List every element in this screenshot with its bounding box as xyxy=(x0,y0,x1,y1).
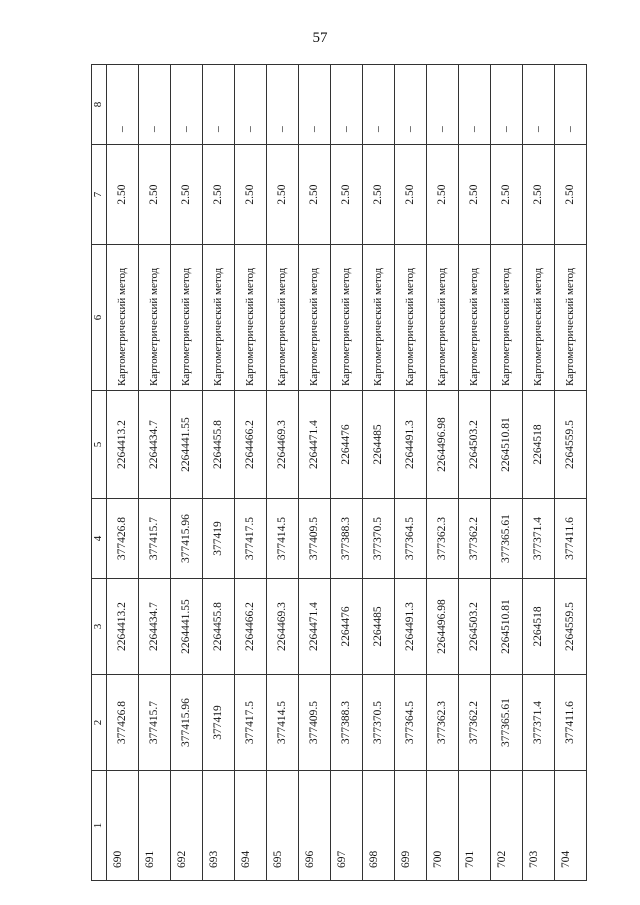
table-cell: Картометрический метод xyxy=(491,245,523,391)
table-cell: 2.50 xyxy=(331,145,363,245)
table-cell: – xyxy=(395,65,427,145)
table-cell: 2.50 xyxy=(139,145,171,245)
table-cell: Картометрический метод xyxy=(555,245,587,391)
table-cell: 377417.5 xyxy=(235,499,267,579)
table-cell: 702 xyxy=(491,771,523,881)
table-cell: 2264485 xyxy=(363,579,395,675)
page-number: 57 xyxy=(312,30,328,46)
table-cell: 703 xyxy=(523,771,555,881)
table-row xyxy=(523,65,555,881)
table-cell: 2264496.98 xyxy=(427,579,459,675)
table-cell: 2264413.2 xyxy=(107,391,139,499)
table-cell: 2264510.81 xyxy=(491,579,523,675)
table-cell: 2264441.55 xyxy=(171,391,203,499)
table-cell: 377409.5 xyxy=(299,675,331,771)
table-row xyxy=(363,65,395,881)
table-cell: – xyxy=(299,65,331,145)
table-cell: 695 xyxy=(267,771,299,881)
table-row xyxy=(267,65,299,881)
table-cell: 2.50 xyxy=(395,145,427,245)
table-cell: Картометрический метод xyxy=(235,245,267,391)
table-cell: Картометрический метод xyxy=(107,245,139,391)
table-cell: 2264466.2 xyxy=(235,579,267,675)
table-row xyxy=(139,65,171,881)
table-cell: 696 xyxy=(299,771,331,881)
table-cell: 2.50 xyxy=(459,145,491,245)
table-cell: 2.50 xyxy=(235,145,267,245)
table-cell: 2.50 xyxy=(171,145,203,245)
table-cell: 2264413.2 xyxy=(107,579,139,675)
header-cell: 4 xyxy=(92,499,107,579)
table-cell: Картометрический метод xyxy=(523,245,555,391)
table-cell: 377411.6 xyxy=(555,675,587,771)
table-cell: 2264559.5 xyxy=(555,579,587,675)
table-cell: Картометрический метод xyxy=(331,245,363,391)
table-cell: 377371.4 xyxy=(523,499,555,579)
table-cell: 2.50 xyxy=(107,145,139,245)
header-cell: 1 xyxy=(92,771,107,881)
table-cell: 2264485 xyxy=(363,391,395,499)
table-header-row xyxy=(92,65,107,881)
table-cell: – xyxy=(427,65,459,145)
table-cell: 700 xyxy=(427,771,459,881)
table-cell: 377362.3 xyxy=(427,675,459,771)
header-cell: 5 xyxy=(92,391,107,499)
table-cell: 377365.61 xyxy=(491,675,523,771)
table-cell: 377426.8 xyxy=(107,675,139,771)
table-row xyxy=(331,65,363,881)
table-cell: 2264455.8 xyxy=(203,579,235,675)
table-cell: 377415.96 xyxy=(171,675,203,771)
table-cell: 377362.2 xyxy=(459,499,491,579)
table-cell: 377365.61 xyxy=(491,499,523,579)
table-cell: Картометрический метод xyxy=(299,245,331,391)
table-cell: Картометрический метод xyxy=(203,245,235,391)
table-cell: 2264466.2 xyxy=(235,391,267,499)
table-cell: – xyxy=(235,65,267,145)
table-cell: – xyxy=(523,65,555,145)
table-cell: 377415.96 xyxy=(171,499,203,579)
table-cell: 377362.3 xyxy=(427,499,459,579)
table-cell: 377362.2 xyxy=(459,675,491,771)
table-cell: 377364.5 xyxy=(395,499,427,579)
table-cell: 377370.5 xyxy=(363,499,395,579)
coordinates-table xyxy=(91,64,587,881)
table-row xyxy=(459,65,491,881)
table-cell: – xyxy=(459,65,491,145)
table-cell: 2264434.7 xyxy=(139,391,171,499)
table-cell: 2264476 xyxy=(331,391,363,499)
table-cell: 377415.7 xyxy=(139,675,171,771)
table-cell: 2.50 xyxy=(299,145,331,245)
table-cell: 2.50 xyxy=(267,145,299,245)
table-cell: 377419 xyxy=(203,675,235,771)
table-cell: 704 xyxy=(555,771,587,881)
table-cell: 698 xyxy=(363,771,395,881)
header-cell: 7 xyxy=(92,145,107,245)
table-row xyxy=(395,65,427,881)
table-cell: 2264491.3 xyxy=(395,391,427,499)
table-cell: 2264469.3 xyxy=(267,579,299,675)
table-cell: 377388.3 xyxy=(331,499,363,579)
table-cell: 2264503.2 xyxy=(459,579,491,675)
table-cell: Картометрический метод xyxy=(427,245,459,391)
rotated-table-container xyxy=(91,65,587,881)
table-cell: 2.50 xyxy=(555,145,587,245)
table-cell: 2.50 xyxy=(203,145,235,245)
table-body xyxy=(107,65,587,881)
table-cell: 377411.6 xyxy=(555,499,587,579)
table-cell: Картометрический метод xyxy=(267,245,299,391)
table-cell: 2264471.4 xyxy=(299,391,331,499)
table-cell: Картометрический метод xyxy=(171,245,203,391)
table-cell: 2264503.2 xyxy=(459,391,491,499)
header-cell: 3 xyxy=(92,579,107,675)
table-cell: – xyxy=(331,65,363,145)
table-cell: 377426.8 xyxy=(107,499,139,579)
table-cell: 2.50 xyxy=(491,145,523,245)
table-cell: 2264441.55 xyxy=(171,579,203,675)
table-cell: 2264510.81 xyxy=(491,391,523,499)
table-cell: 2264491.3 xyxy=(395,579,427,675)
table-cell: 697 xyxy=(331,771,363,881)
table-cell: 377414.5 xyxy=(267,675,299,771)
header-cell: 2 xyxy=(92,675,107,771)
table-cell: 2264434.7 xyxy=(139,579,171,675)
table-cell: 377388.3 xyxy=(331,675,363,771)
table-cell: 694 xyxy=(235,771,267,881)
table-cell: – xyxy=(107,65,139,145)
table-cell: 2264518 xyxy=(523,579,555,675)
header-cell: 8 xyxy=(92,65,107,145)
table-cell: 2264518 xyxy=(523,391,555,499)
table-cell: Картометрический метод xyxy=(363,245,395,391)
table-cell: – xyxy=(363,65,395,145)
table-cell: 2264471.4 xyxy=(299,579,331,675)
table-row xyxy=(427,65,459,881)
table-cell: – xyxy=(267,65,299,145)
table-cell: – xyxy=(139,65,171,145)
table-row xyxy=(107,65,139,881)
table-cell: 2.50 xyxy=(427,145,459,245)
table-cell: – xyxy=(171,65,203,145)
table-cell: – xyxy=(203,65,235,145)
table-cell: 2264496.98 xyxy=(427,391,459,499)
table-row xyxy=(203,65,235,881)
table-cell: – xyxy=(491,65,523,145)
table-cell: 377414.5 xyxy=(267,499,299,579)
header-cell: 6 xyxy=(92,245,107,391)
table-row xyxy=(555,65,587,881)
table-cell: Картометрический метод xyxy=(139,245,171,391)
table-row xyxy=(491,65,523,881)
table-cell: Картометрический метод xyxy=(459,245,491,391)
table-cell: 693 xyxy=(203,771,235,881)
table-cell: 377409.5 xyxy=(299,499,331,579)
table-cell: – xyxy=(555,65,587,145)
table-cell: 377415.7 xyxy=(139,499,171,579)
table-cell: 377419 xyxy=(203,499,235,579)
table-cell: Картометрический метод xyxy=(395,245,427,391)
table-cell: 377370.5 xyxy=(363,675,395,771)
table-row xyxy=(171,65,203,881)
table-row xyxy=(235,65,267,881)
table-cell: 377417.5 xyxy=(235,675,267,771)
table-cell: 2264455.8 xyxy=(203,391,235,499)
table-cell: 377364.5 xyxy=(395,675,427,771)
table-cell: 2264559.5 xyxy=(555,391,587,499)
table-cell: 2.50 xyxy=(363,145,395,245)
table-cell: 377371.4 xyxy=(523,675,555,771)
table-cell: 690 xyxy=(107,771,139,881)
table-cell: 691 xyxy=(139,771,171,881)
table-cell: 699 xyxy=(395,771,427,881)
table-cell: 2264469.3 xyxy=(267,391,299,499)
table-row xyxy=(299,65,331,881)
table-cell: 701 xyxy=(459,771,491,881)
table-cell: 692 xyxy=(171,771,203,881)
table-cell: 2.50 xyxy=(523,145,555,245)
table-cell: 2264476 xyxy=(331,579,363,675)
